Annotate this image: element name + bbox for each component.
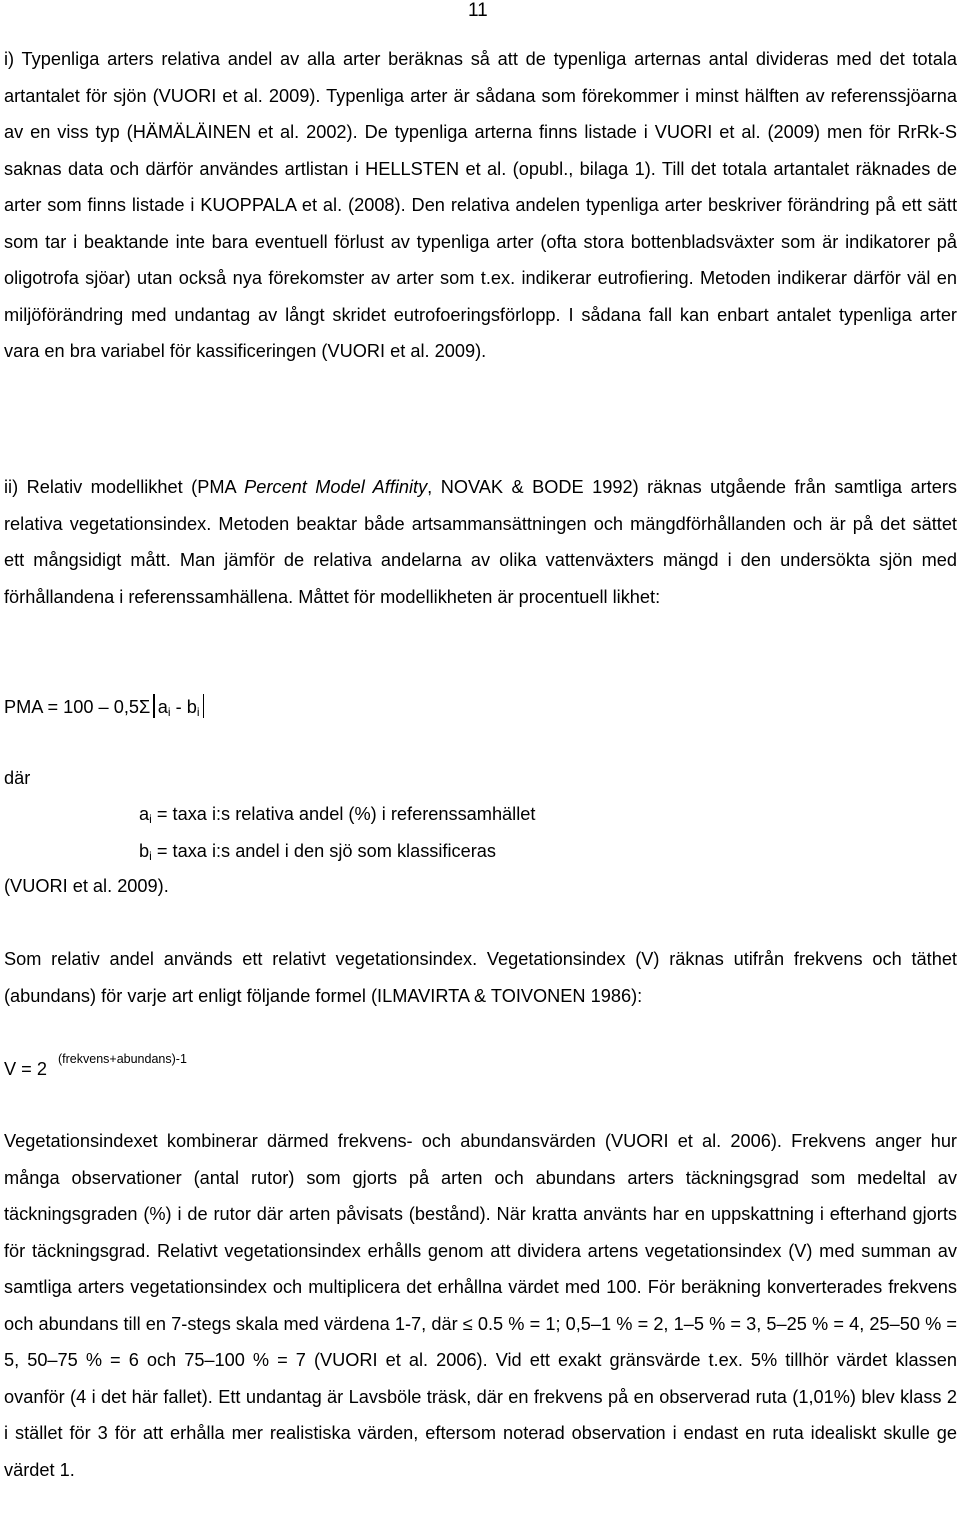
pma-var-a: a [157,697,168,717]
def-b-text: = taxa i:s andel i den sjö som klassificeras [151,841,497,861]
def-a-var: a [139,804,150,824]
pma-minus: - [170,697,187,717]
paragraph-relativt-vegetationsindex: Som relativ andel används ett relativt vegetationsindex. Vegetationsindex (V) räknas utifrån frekvens och täthet (abundans) för varje art enligt följande formel (ILMAVIRTA & TOIVONEN 1986): [4,949,957,1006]
dar-label: där [4,768,31,788]
abs-bar-left [153,694,155,718]
def-b-var: b [139,841,150,861]
pma-formula [4,694,207,719]
v-formula-exponent: (frekvens+abundans)-1 [58,1052,187,1066]
pma-formula-lhs: PMA = 100 – 0,5Σ [4,697,151,717]
def-a-sub: i [149,812,152,826]
para-ii-text-1: ii) Relativ modellikhet (PMA [4,477,245,497]
para-ii-text-2: , NOVAK & BODE 1992) räknas utgående från samtliga arters relativa vegetationsindex. Metoden beaktar både artsammansättningen och mängdförhållanden och är på det sättet ett mångsidigt mått. Man jämför de relativa andelarna av olika vattenväxters mängd i den undersökta sjön med förhållandena i referenssamhällena. Måttet för modellikheten är procentuell likhet: [4,477,958,607]
paragraph-vegetationsindexet: Vegetationsindexet kombinerar därmed frekvens- och abundansvärden (VUORI et al. 2006). Frekvens anger hur många observationer (antal rutor) som gjorts på arten och abundans arters täckningsgrad som medeltal av täckningsgraden (%) i de rutor där arten påvisats (bestånd). När kratta använts har en uppskattning i efterhand gjorts för täckningsgrad. Relativt vegetationsindex erhålls genom att dividera artens vegetationsindex (V) med summan av samtliga arters vegetationsindex och multiplicera det erhållna värdet med 100. För beräkning konverterades frekvens och abundans till en 7-stegs skala med värdena 1-7, där ≤ 0.5 % = 1; 0,5–1 % = 2, 1–5 % = 3, 5–25 % = 4, 25–50 % = 5, 50–75 % = 6 och 75–100 % = 7 (VUORI et al. 2006). Vid ett exakt gränsvärde t.ex. 5% tillhör värdet klassen ovanför (4 i det här fallet). Ett undantag är Lavsböle träsk, där en frekvens på en observerad ruta (1,01%) blev klass 2 i stället för 3 för att erhålla mer realistiska värden, eftersom noterad observation i endast en ruta idealiskt skulle ge värdet 1. [4,1131,957,1480]
abs-bar-right [203,694,205,718]
paragraph-typenliga-arter: i) Typenliga arters relativa andel av alla arter beräknas så att de typenliga arternas antal divideras med det totala artantalet för sjön (VUORI et al. 2009). Typenliga arter är sådana som förekommer i minst hälften av referenssjöarna av en viss typ (HÄMÄLÄINEN et al. 2002). De typenliga arterna finns listade i VUORI et al. (2009) men för RrRk-S saknas data och därför användes artlistan i HELLSTEN et al. (opubl., bilaga 1). Till det totala artantalet räknades de arter som finns listade i KUOPPALA et al. (2008). Den relativa andelen typenliga arter beskriver förändring på ett sätt som tar i beaktande inte bara eventuell förlust av typenliga arter (ofta stora bottenbladsväxter som är indikatorer på oligotrofa sjöar) utan också nya förekomster av arter som t.ex. indikerar eutrofiering. Metoden indikerar därför väl en miljöförändring med undantag av långt skridet eutrofoeringsförlopp. I sådana fall kan enbart antalet typenliga arter vara en bra variabel för kassificeringen (VUORI et al. 2009). [4,49,957,361]
v-formula-lhs: V = 2 [4,1059,47,1079]
paragraph-relativ-modellikhet [4,469,957,615]
page-number: 11 [468,0,488,21]
v-formula [4,1059,47,1080]
para-ii-italic-term: Percent Model Affinity [244,477,428,497]
pma-sub-b: i [196,705,200,719]
definition-a [139,804,535,826]
def-b-sub: i [149,849,152,863]
pma-var-b: b [186,697,197,717]
citation-vuori: (VUORI et al. 2009). [4,876,169,896]
def-a-text: = taxa i:s relativa andel (%) i referenssamhället [151,804,536,824]
definition-b [139,841,496,863]
pma-sub-a: i [167,705,171,719]
